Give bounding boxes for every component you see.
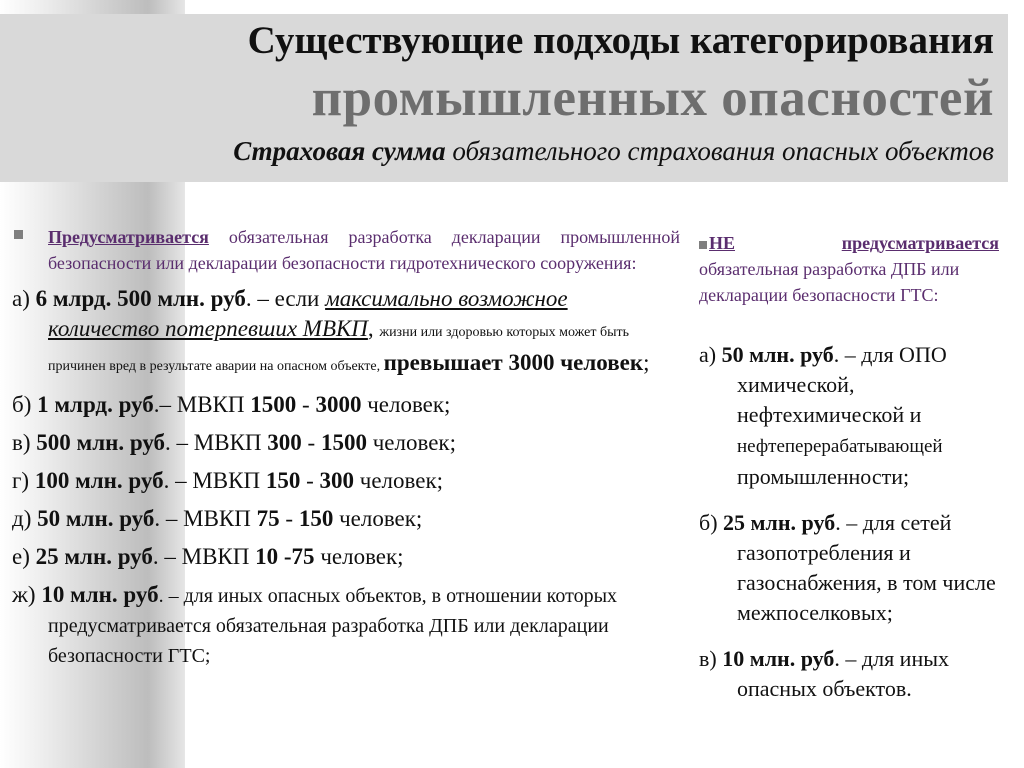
title-box xyxy=(0,14,1008,182)
right-intro-text: обязательная разработка ДПБ или декларации безопасности ГТС: xyxy=(699,259,960,305)
amount: 1 млрд. руб xyxy=(37,392,154,417)
list-item-e: е) 25 млн. руб. – МВКП 10 -75 человек; xyxy=(12,544,404,569)
subtitle-rest: обязательного страхования опасных объектов xyxy=(445,136,994,166)
amount: 25 млн. руб xyxy=(35,544,153,569)
list-item-a: а) 6 млрд. 500 млн. руб. – если максимально возможное количество потерпевших МВКП, жизни или здоровью которых может быть причинен вред в результате аварии на опасном объекте, превышает 3000 человек; xyxy=(12,286,650,375)
right-column xyxy=(699,230,999,704)
right-item-b: б) 25 млн. руб. – для сетей газопотребления и газоснабжения, в том числе межпоселковых; xyxy=(699,510,996,625)
amount: 100 млн. руб xyxy=(34,468,164,493)
amount: 10 млн. руб xyxy=(722,646,835,671)
amount: 10 млн. руб xyxy=(41,582,159,607)
right-item-a: а) 50 млн. руб. – для ОПО химической, нефтехимической и нефтеперерабатывающей промышленности; xyxy=(699,342,947,489)
right-intro-lead-1: НЕ xyxy=(709,233,736,253)
page-subtitle xyxy=(233,136,994,167)
list-item-b: б) 1 млрд. руб.– МВКП 1500 - 3000 человек; xyxy=(12,392,451,417)
right-item-v: в) 10 млн. руб. – для иных опасных объектов. xyxy=(699,646,950,701)
amount: 500 млн. руб xyxy=(36,430,166,455)
square-bullet-icon xyxy=(699,241,707,249)
subtitle-bold: Страховая сумма xyxy=(233,136,446,166)
list-item-g: г) 100 млн. руб. – МВКП 150 - 300 человек; xyxy=(12,468,444,493)
page-title: Существующие подходы категорирования xyxy=(247,19,994,62)
amount: 50 млн. руб xyxy=(721,342,834,367)
page-title-line2: промышленных опасностей xyxy=(311,69,994,127)
list-item-zh: ж) 10 млн. руб. – для иных опасных объектов, в отношении которых предусматривается обязательная разработка ДПБ или декларации безопасности ГТС; xyxy=(12,582,618,667)
list-item-d: д) 50 млн. руб. – МВКП 75 - 150 человек; xyxy=(12,506,423,531)
mvkp-definition: максимально возможное количество потерпевших МВКП xyxy=(48,286,568,341)
left-intro xyxy=(12,224,680,276)
list-item-v: в) 500 млн. руб. – МВКП 300 - 1500 человек; xyxy=(12,430,456,455)
small-note: жизни или здоровью которых может быть причинен вред в результате аварии на опасном объекте, xyxy=(48,325,630,374)
amount: 25 млн. руб xyxy=(723,510,836,535)
amount: 6 млрд. 500 млн. руб xyxy=(35,286,246,311)
amount: 50 млн. руб xyxy=(37,506,155,531)
left-intro-lead: Предусматривается xyxy=(48,227,209,247)
right-intro xyxy=(699,230,999,308)
square-bullet-icon xyxy=(14,230,23,239)
right-intro-lead-2: предусматривается xyxy=(841,233,999,253)
left-intro-text: обязательная разработка декларации промышленной безопасности или декларации безопасности гидротехнического сооружения: xyxy=(48,227,680,273)
left-column xyxy=(12,224,680,671)
